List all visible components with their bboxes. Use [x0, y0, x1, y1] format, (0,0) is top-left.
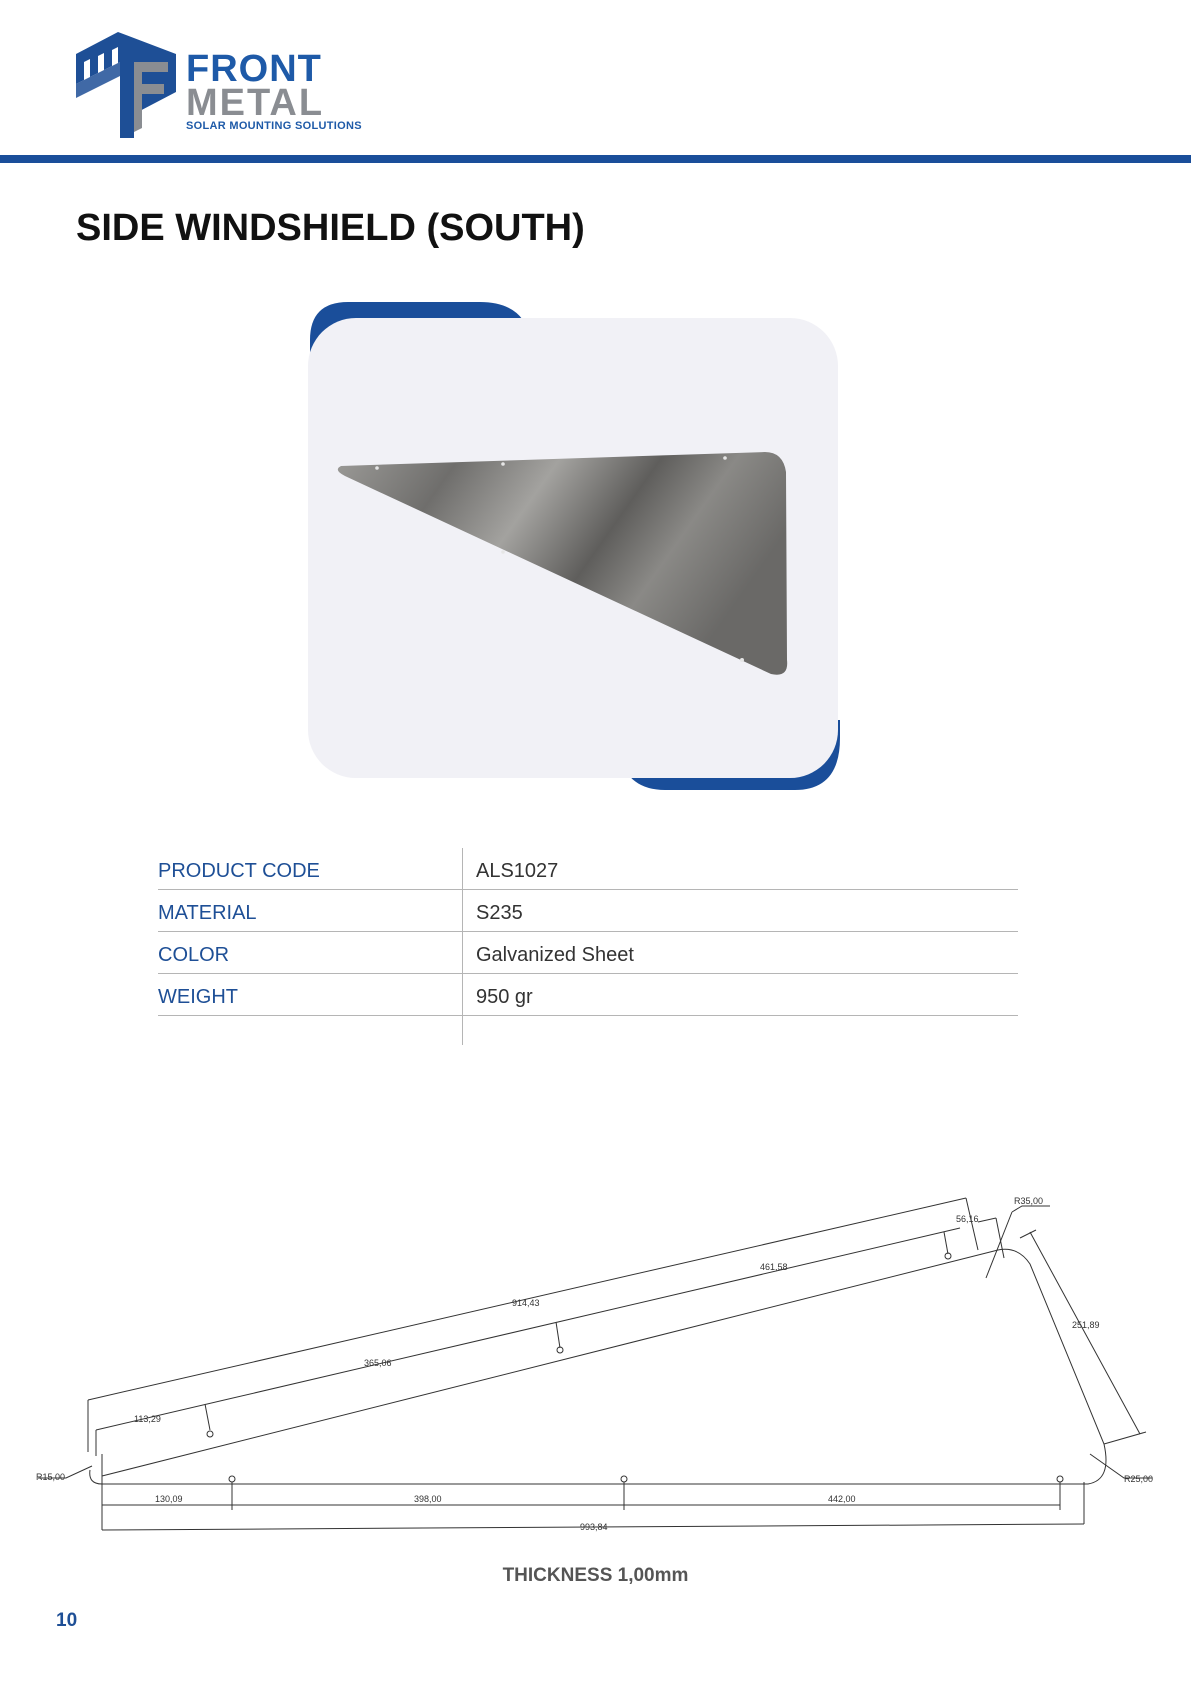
dim-radius-bottom-right: R25,00	[1124, 1474, 1154, 1484]
dim-top-overall: 914,43	[512, 1298, 540, 1308]
spec-label: MATERIAL	[158, 902, 257, 924]
dim-bottom-right: 442,00	[828, 1494, 856, 1504]
page-title: SIDE WINDSHIELD (SOUTH)	[76, 207, 585, 249]
spec-label: PRODUCT CODE	[158, 860, 320, 882]
spec-label: WEIGHT	[158, 986, 238, 1008]
header-divider	[0, 155, 1191, 163]
brand-name-metal: METAL	[186, 82, 325, 124]
product-photo	[305, 300, 845, 795]
dim-radius-top-right: R35,00	[1014, 1196, 1044, 1206]
dim-top-right: 461,58	[760, 1262, 788, 1272]
thickness-note: THICKNESS 1,00mm	[502, 1565, 689, 1586]
spec-row-weight	[158, 974, 1018, 1016]
dim-bottom-mid: 398,00	[414, 1494, 442, 1504]
brand-tagline: SOLAR MOUNTING SOLUTIONS	[186, 120, 362, 132]
dim-right-edge: 251,89	[1072, 1320, 1100, 1330]
spec-row-product-code	[158, 848, 1018, 890]
brand-name-front: FRONT	[186, 48, 322, 90]
spec-row-material	[158, 890, 1018, 932]
spec-row-color	[158, 932, 1018, 974]
dim-top-left: 113,29	[134, 1414, 161, 1424]
spec-value: S235	[476, 902, 523, 924]
dim-bottom-overall: 993,84	[580, 1522, 608, 1532]
spec-value: Galvanized Sheet	[476, 944, 634, 966]
dim-top-mid: 365,06	[364, 1358, 392, 1368]
spec-table	[158, 848, 1018, 1016]
dim-top-corner: 56,16	[956, 1214, 979, 1224]
page-number: 10	[56, 1610, 78, 1631]
dim-bottom-left: 130,09	[155, 1494, 183, 1504]
spec-value: 950 gr	[476, 986, 533, 1008]
dim-radius-left: R15,00	[36, 1472, 66, 1482]
technical-drawing	[0, 1180, 1191, 1540]
spec-label: COLOR	[158, 944, 230, 966]
spec-value: ALS1027	[476, 860, 559, 882]
front-metal-logo-icon	[76, 32, 176, 138]
spec-column-divider	[462, 848, 463, 1045]
